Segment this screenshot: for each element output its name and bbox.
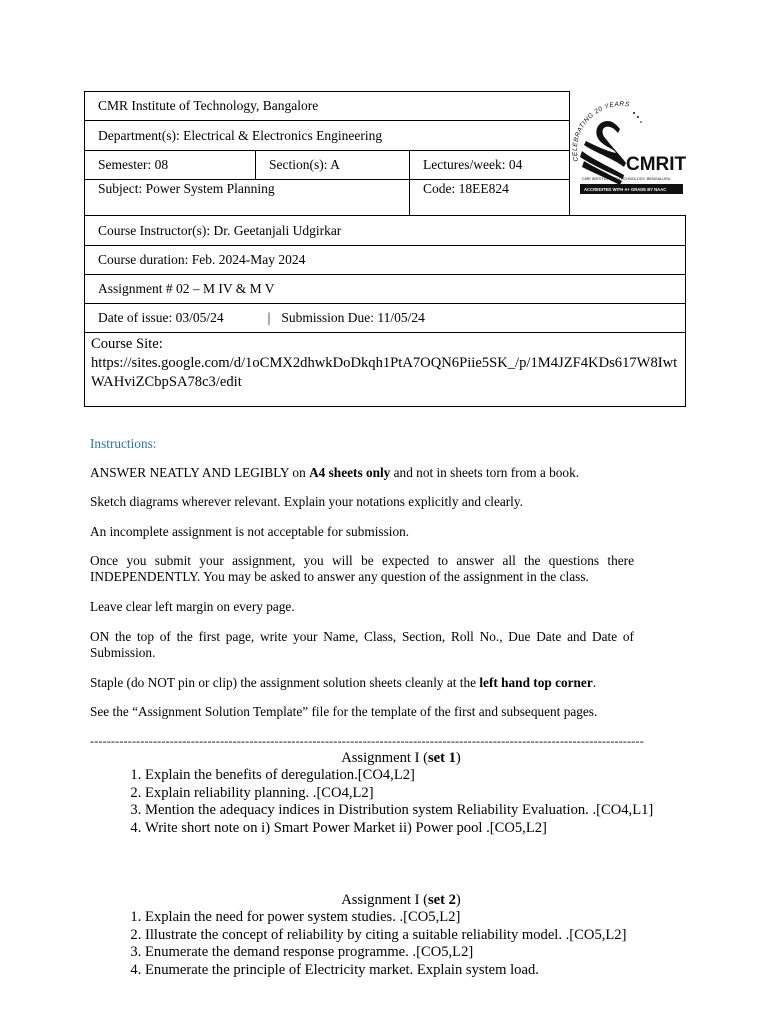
course-code: Code: 18EE824 [409, 180, 569, 215]
submission-due: Submission Due: 11/05/24 [281, 310, 425, 325]
department-row [84, 120, 570, 150]
institute-name: CMR Institute of Technology, Bangalore [98, 98, 319, 113]
course-site-url[interactable]: https://sites.google.com/d/1oCMX2dhwkDoDkqh1PtA7OQN6Piie5SK_/p/1M4JZF4KDs617W8IwtWAHviZCbpSA78c3/edit [91, 355, 678, 390]
semester-row [84, 150, 570, 179]
set1-title [0, 750, 768, 767]
question-item: 4. Enumerate the principle of Electricity market. Explain system load. [145, 962, 716, 980]
set2-title [0, 892, 768, 909]
duration-row [84, 245, 686, 274]
instruction-a4-sheets [90, 465, 634, 481]
question-item: 1. Explain the need for power system studies. .[CO5,L2] [145, 909, 716, 927]
question-item: 2. Explain reliability planning. .[CO4,L2] [145, 785, 716, 803]
instruction-margin: Leave clear left margin on every page. [90, 599, 295, 614]
instruction-independent: Once you submit your assignment, you will be expected to answer all the questions there INDEPENDENTLY. You may be asked to answer any question of the assignment in the class. [90, 553, 634, 584]
set1-questions [116, 767, 716, 837]
set-title-text: Assignment I ( [341, 750, 428, 766]
lectures-per-week: Lectures/week: 04 [409, 151, 569, 179]
cmrit-logo [570, 91, 687, 215]
issue-date: Date of issue: 03/05/24 [98, 310, 224, 325]
set-title-text: Assignment I ( [341, 892, 428, 908]
instruction-incomplete: An incomplete assignment is not acceptable for submission. [90, 524, 410, 539]
swan-logo-icon [570, 91, 687, 215]
assignment-row [84, 274, 686, 303]
subject-row [84, 179, 570, 215]
instruction-text: and not in sheets torn from a book. [390, 465, 580, 480]
question-item: 1. Explain the benefits of deregulation.[CO4,L2] [145, 767, 716, 785]
semester: Semester: 08 [98, 157, 169, 172]
instructor: Course Instructor(s): Dr. Geetanjali Udgirkar [98, 222, 342, 238]
question-item: 3. Mention the adequacy indices in Distribution system Reliability Evaluation. .[CO4,L1] [145, 802, 716, 820]
course-site-row [84, 332, 686, 407]
set-title-text: ) [455, 750, 461, 766]
course-duration: Course duration: Feb. 2024-May 2024 [98, 252, 306, 267]
instruction-text: Staple (do NOT pin or clip) the assignment solution sheets cleanly at the [90, 675, 480, 690]
instruction-template: See the “Assignment Solution Template” file for the template of the first and subsequent pages. [90, 704, 598, 719]
instructions-heading: Instructions: [90, 436, 157, 451]
logo-subline: CMR INSTITUTE OF TECHNOLOGY, BENGALURU [582, 177, 671, 181]
instruction-bold: left hand top corner [479, 675, 593, 690]
separator: | [267, 310, 271, 325]
logo-accreditation: ACCREDITED WITH A+ GRADE BY NAAC [584, 187, 667, 192]
course-site-label: Course Site: [91, 336, 163, 352]
course-site [85, 333, 685, 392]
assignment-number: Assignment # 02 – M IV & M V [98, 281, 275, 296]
subject: Subject: Power System Planning [98, 181, 275, 196]
instruction-first-page: ON the top of the first page, write your Name, Class, Section, Roll No., Due Date and Date of Submission. [90, 629, 634, 660]
question-item: 3. Enumerate the demand response programme. .[CO5,L2] [145, 944, 716, 962]
section: Section(s): A [255, 151, 409, 179]
instruction-staple [90, 675, 634, 691]
question-item: 4. Write short note on i) Smart Power Market ii) Power pool .[CO5,L2] [145, 820, 716, 838]
instruction-text: . [592, 675, 597, 690]
institute-row [84, 91, 570, 120]
section-divider: ------------------------------------------------------------------------------------------------------------------------------------ [90, 734, 644, 748]
dates-row [84, 303, 686, 332]
logo-arc-text: CELEBRATING 20 YEARS [571, 100, 631, 162]
instruction-sketch: Sketch diagrams wherever relevant. Explain your notations explicitly and clearly. [90, 494, 523, 509]
department: Department(s): Electrical & Electronics Engineering [98, 127, 383, 143]
set-number: set 2 [427, 892, 456, 908]
set2-questions [116, 909, 716, 979]
instructor-row [84, 215, 686, 245]
instruction-bold: A4 sheets only [309, 465, 391, 480]
set-number: set 1 [427, 750, 456, 766]
question-item: 2. Illustrate the concept of reliability by citing a suitable reliability model. .[CO5,L2] [145, 927, 716, 945]
instruction-text: ANSWER NEATLY AND LEGIBLY on [90, 465, 310, 480]
set-title-text: ) [455, 892, 461, 908]
logo-brand: CMRIT [626, 154, 687, 175]
